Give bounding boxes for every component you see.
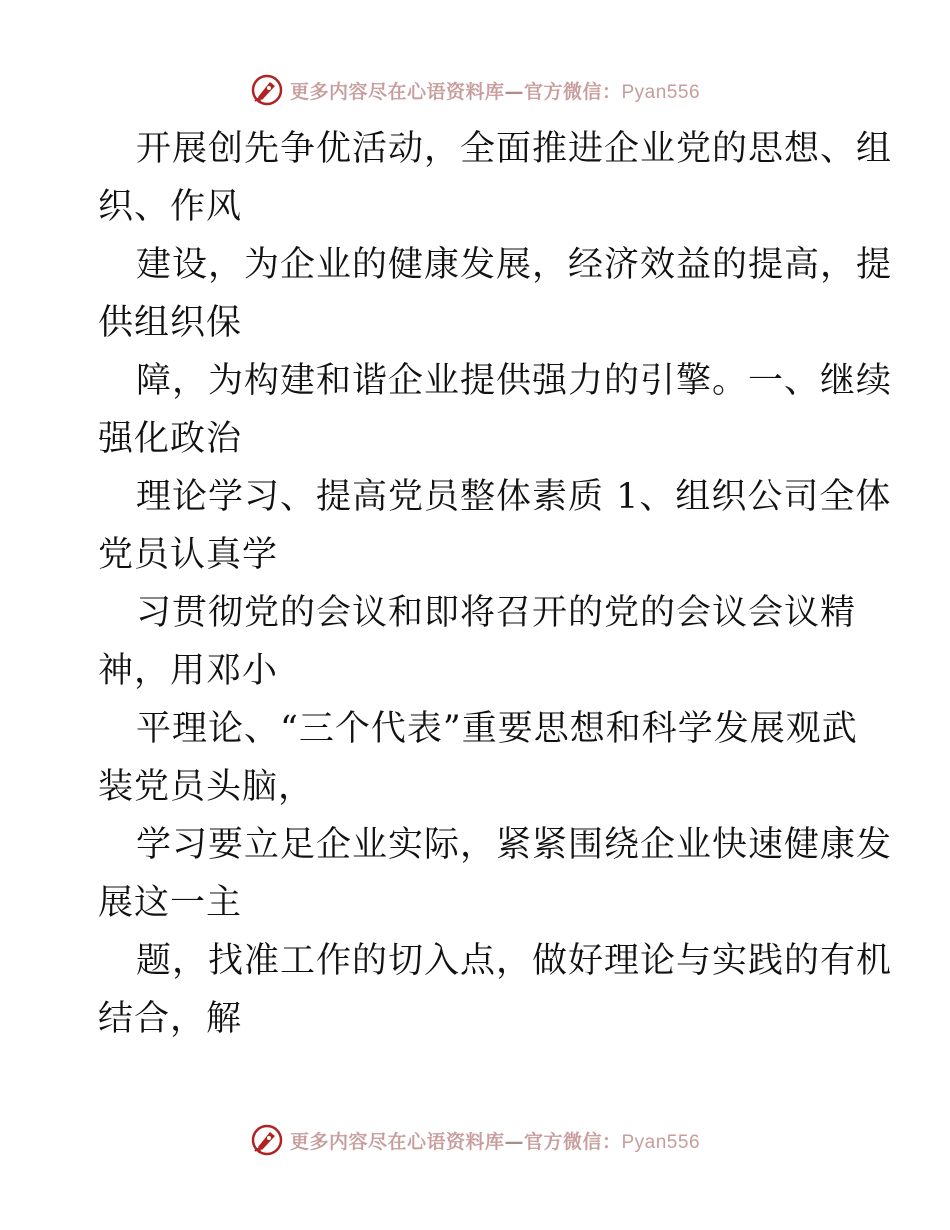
watermark-text: [290, 1127, 700, 1154]
text-line: 开展创先争优活动，全面推进企业党的思想、组: [136, 129, 893, 169]
text-line: 强化政治: [98, 419, 243, 459]
watermark-group: [250, 1123, 700, 1157]
text-line: 展这一主: [98, 883, 243, 923]
watermark-dash: —: [504, 1130, 524, 1153]
text-line: 平理论、“三个代表”重要思想和科学发展观武: [136, 709, 858, 749]
pen-nib-logo-icon: [250, 73, 284, 107]
watermark-prefix: 更多内容尽在心语资料库: [289, 80, 505, 103]
document-body: [98, 120, 893, 1048]
text-line: 习贯彻党的会议和即将召开的党的会议会议精: [136, 593, 857, 633]
text-line: 理论学习、提高党员整体素质 1、组织公司全体: [136, 477, 892, 517]
footer-watermark: [0, 1120, 950, 1160]
text-line: 学习要立足企业实际，紧紧围绕企业快速健康发: [136, 825, 893, 865]
watermark-contact-id: Pyan556: [621, 81, 701, 103]
watermark-group: [250, 73, 700, 107]
watermark-contact-label: 官方微信：: [523, 80, 622, 103]
pen-nib-logo-icon: [250, 1123, 284, 1157]
text-line: 装党员头脑，: [98, 767, 315, 807]
text-line: 结合，解: [98, 999, 243, 1039]
text-line: 党员认真学: [98, 535, 279, 575]
watermark-text: [290, 77, 700, 104]
header-watermark: [0, 70, 950, 110]
text-line: 供组织保: [98, 303, 243, 343]
watermark-dash: —: [504, 80, 524, 103]
text-line: 神，用邓小: [98, 651, 279, 691]
text-line: 题，找准工作的切入点，做好理论与实践的有机: [136, 941, 893, 981]
watermark-prefix: 更多内容尽在心语资料库: [289, 1130, 505, 1153]
text-line: 障，为构建和谐企业提供强力的引擎。一、继续: [136, 361, 893, 401]
watermark-contact-id: Pyan556: [621, 1131, 701, 1153]
text-line: 建设，为企业的健康发展，经济效益的提高，提: [136, 245, 893, 285]
text-line: 织、作风: [98, 187, 243, 227]
watermark-contact-label: 官方微信：: [523, 1130, 622, 1153]
